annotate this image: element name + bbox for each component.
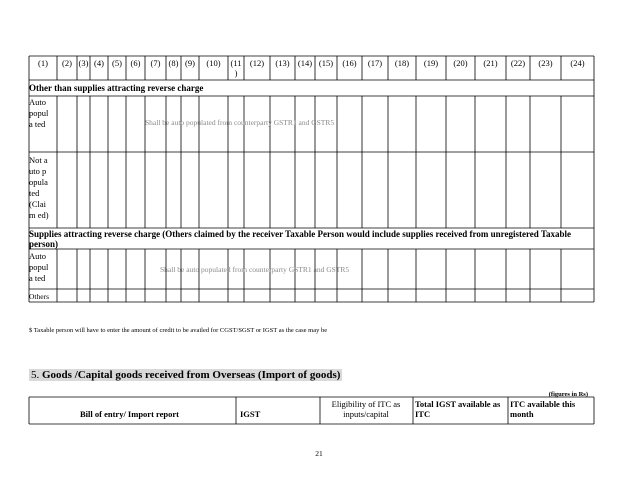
column-header-20: (20)	[453, 58, 468, 68]
section-title: Goods /Capital goods received from Overseas (Import of goods)	[42, 369, 341, 381]
band-reverse-charge: Supplies attracting reverse charge (Others claimed by the receiver Taxable Person would include supplies received from unregistered Taxable person)	[29, 229, 572, 249]
header-igst: IGST	[240, 409, 261, 419]
column-header-24: (24)	[570, 58, 585, 68]
header-total-igst: Total IGST available as ITC	[415, 399, 501, 419]
column-header-11: (11 )	[230, 58, 242, 78]
auto-populate-note-2: Shall be auto populated from counterparty GSTR1 and GSTR5	[160, 265, 350, 274]
column-header-6: (6)	[130, 58, 141, 68]
column-header-18: (18)	[394, 58, 410, 68]
column-header-1: (1)	[38, 58, 48, 68]
column-header-4: (4)	[94, 58, 104, 68]
column-header-12: (12)	[249, 58, 265, 68]
column-header-19: (19)	[423, 58, 439, 68]
column-header-22: (22)	[510, 58, 526, 68]
row-label-others: Others	[29, 292, 49, 301]
row-label-auto-populated-2: Auto popula ted	[29, 251, 49, 283]
header-bill-of-entry: Bill of entry/ Import report	[80, 409, 179, 419]
column-header-15: (15)	[318, 58, 334, 68]
column-header-21: (21)	[483, 58, 498, 68]
header-itc-this-month: ITC available this month	[510, 399, 576, 419]
column-header-8: (8)	[168, 58, 179, 68]
row-label-not-auto-populated: Not auto popula ted (Claim ed)	[29, 155, 49, 220]
section-number: 5.	[31, 369, 40, 381]
auto-populate-note-1: Shall be auto populated from counterparty GSTR1 and GSTR5	[145, 118, 335, 127]
section-5-heading	[29, 369, 342, 381]
footnote: $ Taxable person will have to enter the amount of credit to be availed for CGST/SGST or IGST as the case may be	[29, 327, 328, 334]
column-header-10: (10)	[206, 58, 221, 68]
column-header-17: (17)	[367, 58, 383, 68]
column-header-16: (16)	[342, 58, 357, 68]
column-header-14: (14)	[297, 58, 313, 68]
column-header-9: (9)	[185, 58, 195, 68]
page-number: 21	[315, 449, 323, 458]
column-header-13: (13)	[275, 58, 290, 68]
band-other-than-reverse-charge: Other than supplies attracting reverse charge	[29, 83, 204, 93]
header-eligibility: Eligibility of ITC as inputs/capital	[331, 399, 401, 419]
column-header-5: (5)	[112, 58, 122, 68]
figures-in-rs-note: (figures in Rs)	[548, 391, 588, 398]
column-header-3: (3)	[78, 58, 89, 68]
column-header-2: (2)	[62, 58, 72, 68]
column-header-7: (7)	[150, 58, 161, 68]
column-header-23: (23)	[538, 58, 553, 68]
row-label-auto-populated-1: Auto popula ted	[29, 97, 49, 129]
